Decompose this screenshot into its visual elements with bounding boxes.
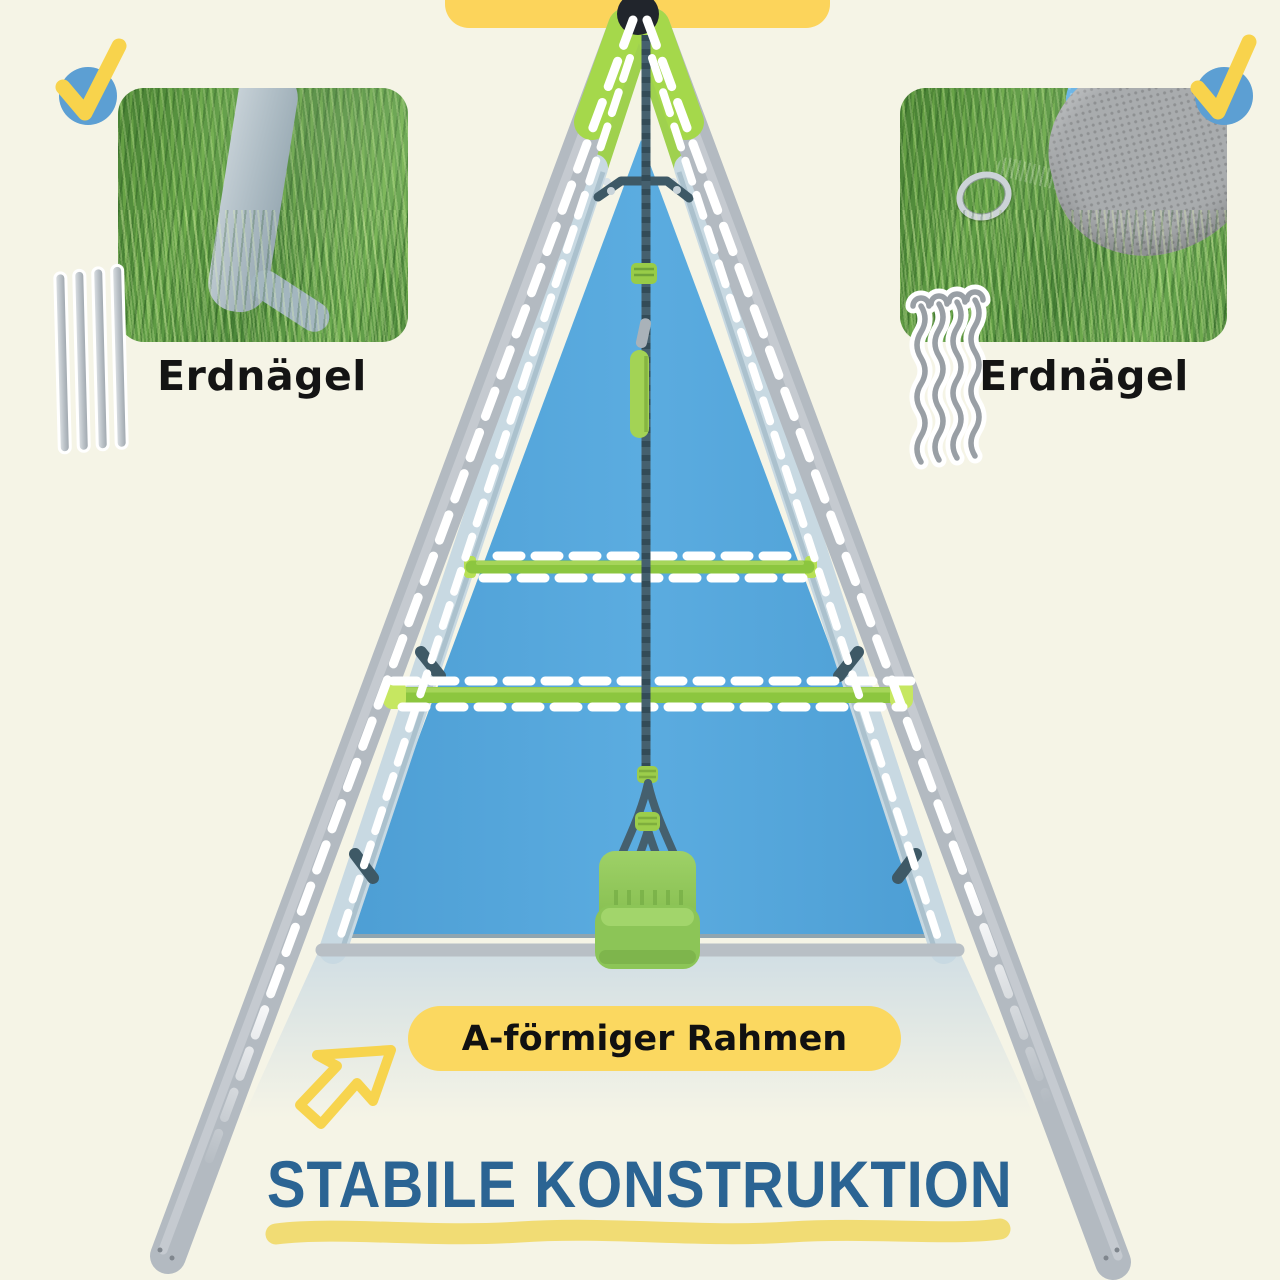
spiral-ground-anchors-icon <box>913 292 983 462</box>
callout-pill <box>408 1006 901 1071</box>
right-card-label: Erdnägel <box>979 352 1189 400</box>
left-card-label: Erdnägel <box>157 352 367 400</box>
page-title <box>0 1146 1280 1222</box>
title-underline <box>276 1229 1000 1234</box>
swing-seat <box>595 851 700 969</box>
straight-ground-stakes-icon <box>55 265 128 453</box>
page-title-text: STABILE KONSTRUKTION <box>267 1147 1013 1221</box>
callout-pill-label: A-förmiger Rahmen <box>461 1018 848 1059</box>
check-badge-left <box>59 46 119 125</box>
check-badge-right <box>1195 42 1253 125</box>
